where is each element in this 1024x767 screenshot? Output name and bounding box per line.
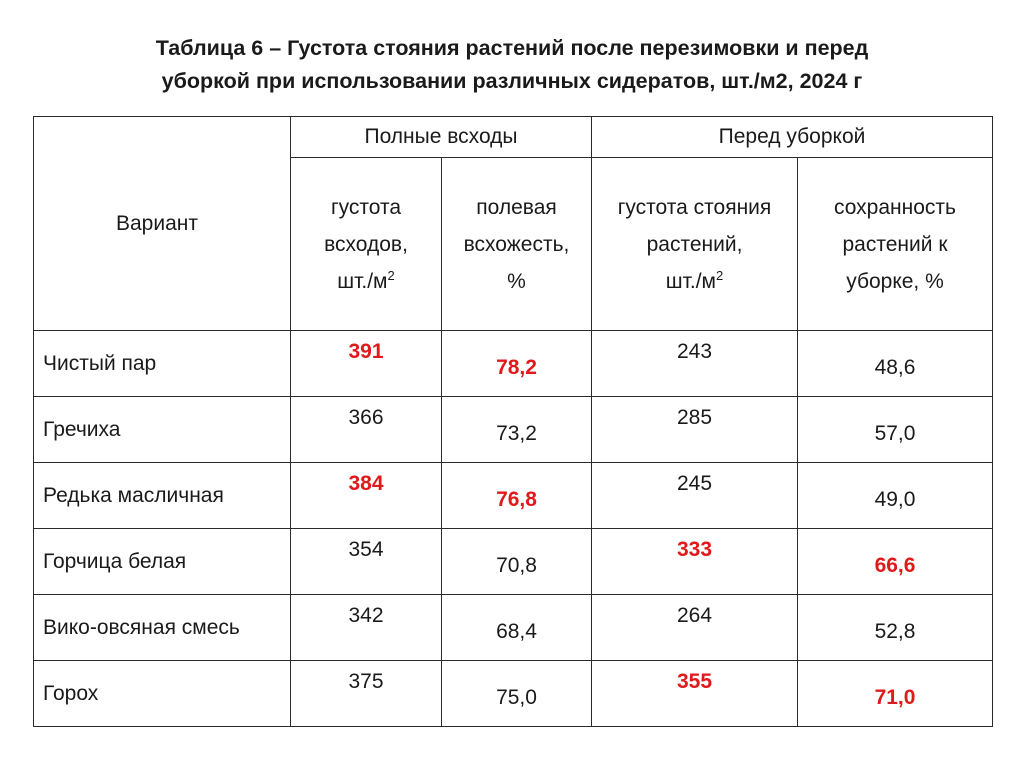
- header-shoot-density: густота всходов, $шт./м^2$: [291, 158, 442, 331]
- survival-value: 57,0: [798, 397, 993, 463]
- plant-density-value: 355: [592, 661, 798, 727]
- title-line-1: Таблица 6 – Густота стояния растений после перезимовки и перед: [155, 36, 869, 60]
- header-variant: Вариант: [34, 117, 291, 331]
- variant-name: Горчица белая: [34, 529, 291, 595]
- variant-name: Чистый пар: [34, 331, 291, 397]
- header-group-full-shoots: Полные всходы: [291, 117, 592, 158]
- shoot-density-value: 366: [291, 397, 442, 463]
- table-row: [34, 595, 993, 661]
- survival-value: 52,8: [798, 595, 993, 661]
- table-row: [34, 529, 993, 595]
- header-plant-survival: сохранность растений к уборке, %: [798, 158, 993, 331]
- germination-value: 70,8: [442, 529, 592, 595]
- header-field-germination: полевая всхожесть, %: [442, 158, 592, 331]
- variant-name: Редька масличная: [34, 463, 291, 529]
- table-row: [34, 661, 993, 727]
- germination-value: 73,2: [442, 397, 592, 463]
- shoot-density-value: 354: [291, 529, 442, 595]
- survival-value: 49,0: [798, 463, 993, 529]
- shoot-density-value: 391: [291, 331, 442, 397]
- shoot-density-value: 384: [291, 463, 442, 529]
- plant-density-value: 243: [592, 331, 798, 397]
- table-row: [34, 463, 993, 529]
- header-group-before-harvest: Перед уборкой: [592, 117, 993, 158]
- variant-name: Гречиха: [34, 397, 291, 463]
- survival-value: 48,6: [798, 331, 993, 397]
- plant-density-value: 285: [592, 397, 798, 463]
- data-table: [33, 116, 993, 727]
- germination-value: 68,4: [442, 595, 592, 661]
- survival-value: 66,6: [798, 529, 993, 595]
- shoot-density-value: 342: [291, 595, 442, 661]
- header-plant-density: густота стояния растений, $шт./м^2$: [592, 158, 798, 331]
- shoot-density-value: 375: [291, 661, 442, 727]
- survival-value: 71,0: [798, 661, 993, 727]
- plant-density-value: 333: [592, 529, 798, 595]
- germination-value: 78,2: [442, 331, 592, 397]
- variant-name: Вико-овсяная смесь: [34, 595, 291, 661]
- germination-value: 75,0: [442, 661, 592, 727]
- table-row: [34, 331, 993, 397]
- plant-density-value: 264: [592, 595, 798, 661]
- variant-name: Горох: [34, 661, 291, 727]
- plant-density-value: 245: [592, 463, 798, 529]
- title-line-2: уборкой при использовании различных сидератов, шт./м2, 2024 г: [161, 69, 863, 93]
- table-row: [34, 397, 993, 463]
- table-title: [0, 32, 1024, 98]
- germination-value: 76,8: [442, 463, 592, 529]
